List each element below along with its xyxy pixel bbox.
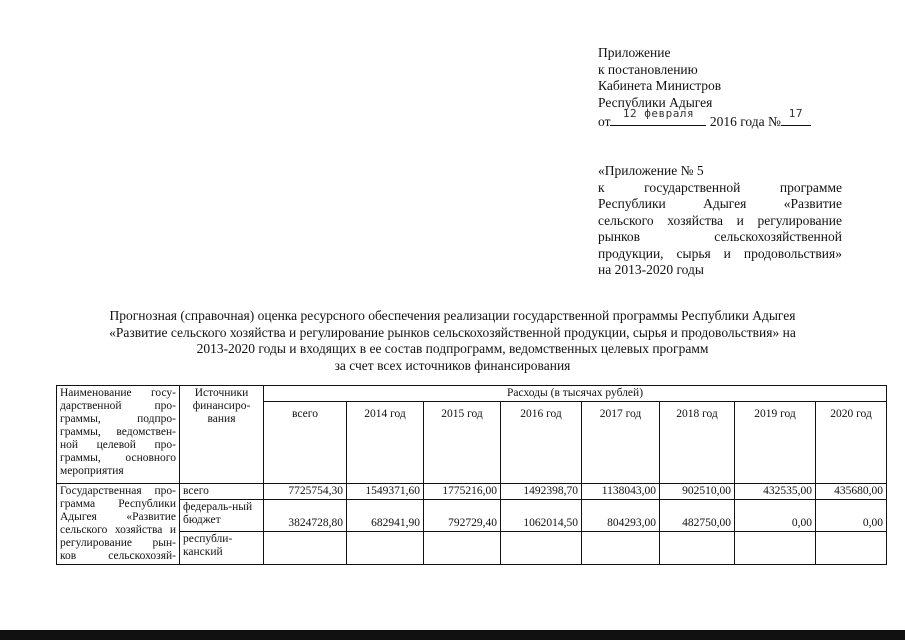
value-cell: 804293,00	[582, 500, 660, 531]
header-text: граммы, основного	[60, 452, 176, 464]
annex-line: на 2013-2020 годы	[598, 262, 704, 277]
table-row	[57, 531, 887, 564]
value-cell	[501, 531, 582, 564]
header-row	[57, 386, 887, 402]
document-title	[40, 308, 865, 374]
value-cell: 0,00	[816, 500, 887, 531]
annex-line: «Приложение № 5	[598, 163, 704, 178]
value-cell: 682941,90	[347, 500, 424, 531]
appendix-date-line	[598, 107, 811, 131]
table-row	[57, 500, 887, 531]
appendix-block	[598, 45, 811, 131]
annex-line: продукции, сырья и продовольствия»	[598, 245, 842, 261]
date-prefix: от	[598, 114, 611, 129]
table-row	[57, 484, 887, 500]
header-text: граммы, ведомствен-	[60, 426, 176, 438]
header-year: всего	[264, 402, 347, 484]
header-text: ной целевой про-	[60, 439, 176, 451]
header-year: 2018 год	[660, 402, 735, 484]
annex-line: к государственной программе	[598, 179, 842, 195]
date-blank	[610, 107, 706, 126]
annex-line: рынков сельскохозяйственной	[598, 229, 842, 244]
value-cell: 1492398,70	[501, 484, 582, 500]
program-text: регулирование рын-	[60, 537, 176, 549]
header-text: граммы, подпро-	[60, 413, 176, 425]
header-year: 2020 год	[816, 402, 887, 484]
header-text: вания	[207, 413, 236, 425]
header-funding-source	[180, 386, 264, 484]
handwritten-number: 17	[788, 107, 804, 120]
header-text: Наименование госу-	[60, 387, 176, 399]
source-cell: республи-канский	[180, 531, 264, 564]
annex-line: Республики Адыгея «Развитие	[598, 196, 842, 211]
header-text: дарственной про-	[60, 400, 176, 412]
value-cell	[816, 531, 887, 564]
header-expenses: Расходы (в тысячах рублей)	[264, 386, 887, 402]
header-year: 2015 год	[424, 402, 501, 484]
program-text: сельского хозяйства и	[60, 524, 176, 536]
value-cell: 7725754,30	[264, 484, 347, 500]
value-cell	[347, 531, 424, 564]
resource-table	[56, 385, 887, 565]
value-cell: 3824728,80	[264, 500, 347, 531]
program-text: Государственная про-	[60, 485, 176, 497]
value-cell: 902510,00	[660, 484, 735, 500]
value-cell: 0,00	[735, 500, 816, 531]
header-text: Источники	[194, 387, 249, 399]
title-line: Прогнозная (справочная) оценка ресурсного обеспечения реализации государственной программы Республики Адыгея	[109, 308, 796, 323]
value-cell	[735, 531, 816, 564]
appendix-line: Республики Адыгея	[598, 94, 713, 110]
handwritten-date: 12 февраля	[622, 107, 695, 120]
value-cell: 1138043,00	[582, 484, 660, 500]
value-cell	[660, 531, 735, 564]
value-cell	[424, 531, 501, 564]
source-cell: федераль-ный бюджет	[180, 500, 264, 531]
header-year: 2019 год	[735, 402, 816, 484]
value-cell: 482750,00	[660, 500, 735, 531]
appendix-line: Приложение	[598, 45, 671, 60]
source-cell: всего	[180, 484, 264, 500]
annex-block	[598, 163, 842, 279]
program-text: Адыгея «Развитие	[60, 511, 176, 523]
annex-line: сельского хозяйства и регулирование	[598, 212, 842, 228]
header-year: 2017 год	[582, 402, 660, 484]
title-line: за счет всех источников финансирования	[334, 357, 571, 373]
header-year: 2014 год	[347, 402, 424, 484]
date-suffix: 2016 года №	[709, 114, 781, 129]
value-cell: 1775216,00	[424, 484, 501, 500]
value-cell: 792729,40	[424, 500, 501, 531]
appendix-line: Кабинета Министров	[598, 78, 722, 93]
header-program-name	[57, 386, 180, 484]
header-text: мероприятия	[60, 465, 124, 477]
header-year: 2016 год	[501, 402, 582, 484]
title-line: 2013-2020 годы и входящих в ее состав подпрограмм, ведомственных целевых программ	[196, 341, 709, 356]
scan-bottom-edge	[0, 630, 905, 640]
header-text: финансиро-	[192, 400, 251, 412]
value-cell: 1549371,60	[347, 484, 424, 500]
appendix-line: к постановлению	[598, 61, 698, 77]
program-text: ков сельскохозяй-	[60, 550, 176, 562]
program-text: грамма Республики	[60, 498, 176, 510]
number-blank	[781, 107, 811, 126]
title-line: «Развитие сельского хозяйства и регулирование рынков сельскохозяйственной продукции, сырья и продовольствия» на	[109, 324, 796, 340]
value-cell	[582, 531, 660, 564]
value-cell: 1062014,50	[501, 500, 582, 531]
value-cell: 432535,00	[735, 484, 816, 500]
value-cell	[264, 531, 347, 564]
program-name-cell	[57, 484, 180, 565]
value-cell: 435680,00	[816, 484, 887, 500]
